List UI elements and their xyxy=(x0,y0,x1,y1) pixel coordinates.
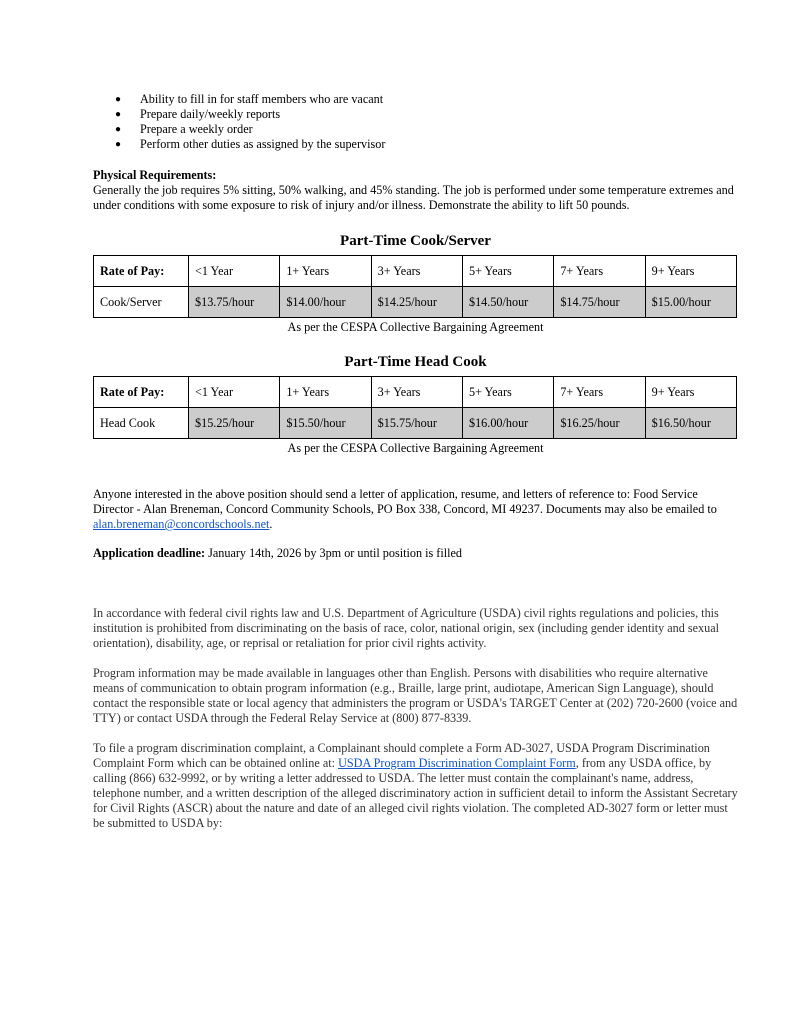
table-cell: Rate of Pay: xyxy=(94,256,189,287)
list-item: ● Prepare a weekly order xyxy=(93,122,738,137)
table-cell: <1 Year xyxy=(189,256,280,287)
application-text xyxy=(93,487,738,532)
usda-paragraph-3 xyxy=(93,741,738,831)
application-body: Anyone interested in the above position should send a letter of application, resume, and letters of reference to: Food Service Director - Alan Breneman, Concord Community Schools, PO Box 338, Concord, MI 49237. Documents may also be emailed to xyxy=(93,487,717,516)
application-body-end: . xyxy=(269,517,273,531)
table-row xyxy=(94,408,737,439)
table-row xyxy=(94,287,737,318)
usda-paragraph-2: Program information may be made available in languages other than English. Persons with disabilities who require alternative means of communication to obtain program information (e.g., Braille, large print, audiotape, American Sign Language), should contact the responsible state or local agency that administers the program or USDA's TARGET Center at (202) 720-2600 (voice and TTY) or contact USDA through the Federal Relay Service at (800) 877-8339. xyxy=(93,666,738,725)
email-link[interactable]: alan.breneman@concordschools.net xyxy=(93,517,270,531)
physical-heading: Physical Requirements: xyxy=(93,168,217,182)
table-caption: As per the CESPA Collective Bargaining Agreement xyxy=(287,320,544,334)
list-item: ● Perform other duties as assigned by the supervisor xyxy=(93,137,738,152)
table-cell: 5+ Years xyxy=(462,377,553,408)
table-cell: $14.75/hour xyxy=(554,287,645,318)
table-cell: 5+ Years xyxy=(462,256,553,287)
deadline-line xyxy=(93,546,738,561)
table-cell: <1 Year xyxy=(189,377,280,408)
table-cell: 3+ Years xyxy=(371,377,462,408)
table-caption: As per the CESPA Collective Bargaining Agreement xyxy=(287,441,544,455)
table-cell: $14.00/hour xyxy=(280,287,371,318)
table-cell: $13.75/hour xyxy=(189,287,280,318)
table-cell: $14.50/hour xyxy=(462,287,553,318)
pay-table-head-cook xyxy=(93,376,737,439)
deadline-value: January 14th, 2026 by 3pm or until position is filled xyxy=(205,546,463,560)
table-cell: 1+ Years xyxy=(280,377,371,408)
table-cell: Rate of Pay: xyxy=(94,377,189,408)
table-cell: 7+ Years xyxy=(554,377,645,408)
table-cell: 9+ Years xyxy=(645,377,736,408)
table-title-cook-server: Part-Time Cook/Server xyxy=(340,233,491,249)
table-cell: $16.25/hour xyxy=(554,408,645,439)
table-cell: 7+ Years xyxy=(554,256,645,287)
list-item: ● Ability to fill in for staff members who are vacant xyxy=(93,92,738,107)
table-cell: $15.25/hour xyxy=(189,408,280,439)
table-header-row xyxy=(94,377,737,408)
table-cell: 9+ Years xyxy=(645,256,736,287)
duties-list xyxy=(93,92,738,152)
physical-text: Generally the job requires 5% sitting, 50% walking, and 45% standing. The job is performed under some temperature extremes and under conditions with some exposure to risk of injury and/or illness. Demonstrate the ability to lift 50 pounds. xyxy=(93,183,734,212)
usda-p3-start: To file a program discrimination complaint, a Complainant should complete a Form AD-3027, USDA Program Discrimination Complaint Form which can be obtained online at: xyxy=(93,741,710,770)
deadline-label: Application deadline: xyxy=(93,546,206,560)
document-page xyxy=(93,92,738,831)
usda-p3-end: , from any USDA office, by calling (866) 632-9992, or by writing a letter addressed to USDA. The letter must contain the complainant's name, address, telephone number, and a written description of the alleged discriminatory action in sufficient detail to inform the Assistant Secretary for Civil Rights (ASCR) about the nature and date of an alleged civil rights violation. The completed AD-3027 form or letter must be submitted to USDA by: xyxy=(93,756,738,830)
table-cell: $16.00/hour xyxy=(462,408,553,439)
table-header-row xyxy=(94,256,737,287)
table-cell: Cook/Server xyxy=(94,287,189,318)
complaint-form-link[interactable]: USDA Program Discrimination Complaint Form xyxy=(338,756,576,770)
usda-paragraph-1: In accordance with federal civil rights law and U.S. Department of Agriculture (USDA) civil rights regulations and policies, this institution is prohibited from discriminating on the basis of race, color, national origin, sex (including gender identity and sexual orientation), disability, age, or reprisal or retaliation for prior civil rights activity. xyxy=(93,606,720,650)
pay-table-cook-server xyxy=(93,255,737,318)
table-cell: 1+ Years xyxy=(280,256,371,287)
table-cell: $15.75/hour xyxy=(371,408,462,439)
table-title-head-cook: Part-Time Head Cook xyxy=(344,354,487,370)
table-cell: 3+ Years xyxy=(371,256,462,287)
table-cell: $15.00/hour xyxy=(645,287,736,318)
table-cell: $14.25/hour xyxy=(371,287,462,318)
table-cell: $16.50/hour xyxy=(645,408,736,439)
list-item: ● Prepare daily/weekly reports xyxy=(93,107,738,122)
table-cell: $15.50/hour xyxy=(280,408,371,439)
table-cell: Head Cook xyxy=(94,408,189,439)
